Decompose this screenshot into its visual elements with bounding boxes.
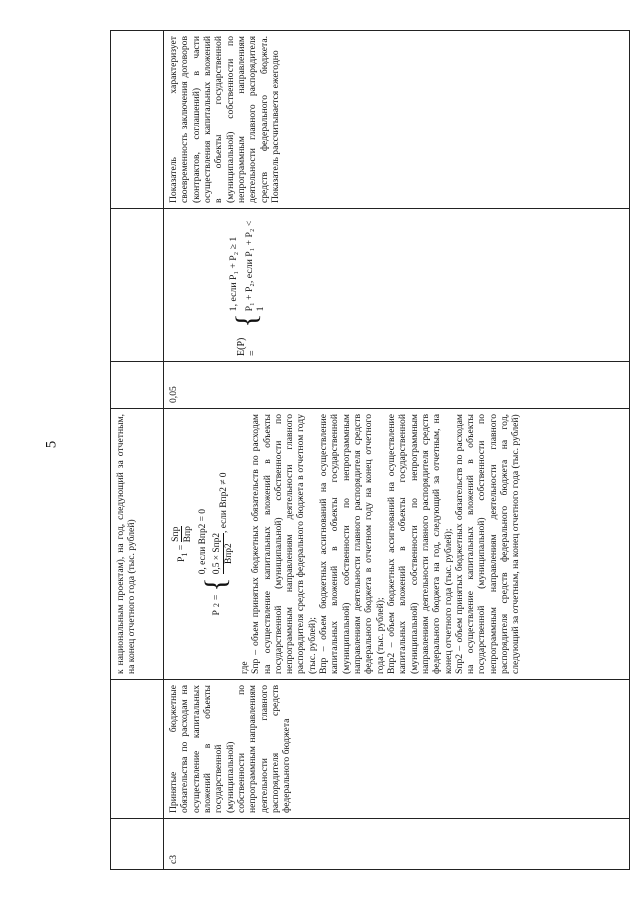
indicator-name: Принятые бюджетные обязательства по расходам на осуществление капитальных вложений в объекты государственной (муниципальной) собственности по непрограммным направлениям деятельности главного распорядителя средств федерального бюджета <box>164 680 630 819</box>
indicator-formula <box>164 409 630 680</box>
formula-p2: P 2 = { 0, если Впр2 = 0 0,5 × Sпр2 Впр2 , если Впр2 ≠ 0 <box>197 472 234 616</box>
cell-comment-empty <box>111 31 164 209</box>
cell-formula-continuation: к национальным проектам), на год, следующий за отчетным, на конец отчетного года (тыс. рублей) <box>111 409 164 680</box>
formula-where: где <box>238 661 250 674</box>
formula-p1-fraction: Sпр Впр <box>170 526 194 543</box>
indicator-weight: 0,05 <box>164 362 630 409</box>
indicator-table <box>110 30 630 870</box>
definition-vpr2: Впр2 – объем бюджетных ассигнований на осуществление капитальных вложений в объекты государственной (муниципальной) собственности по непрограммным направлениям деятельности главного распорядителя средств федерального бюджета на год, следующий за отчетным, на конец отчетного года (тыс. рублей); <box>385 414 454 674</box>
indicator-number: с3 <box>164 819 630 870</box>
rotated-page-content <box>110 30 630 870</box>
page-number: 5 <box>43 440 60 449</box>
left-brace: { <box>199 577 233 592</box>
table-row-c3 <box>164 31 630 870</box>
indicator-comment: Показатель характеризует своевременность заключения договоров (контрактов, соглашений) в части осуществления капитальных вложений в объекты государственной (муниципальной) собственности по непрограммным направлениям деятельности главного распорядителя средств федерального бюджета. Показатель рассчитывается ежегодно <box>164 31 630 209</box>
formula-p1: $P_1$ = Sпр Впр <box>170 526 194 562</box>
definition-vpr: Впр – объем бюджетных ассигнований на осуществление капитальных вложений в объекты государственной (муниципальной) собственности по непрограммным направлениям деятельности главного распорядителя средств федерального бюджета в отчетном году на конец отчетного года (тыс. рублей); <box>318 414 386 674</box>
formula-p2-cases: 0, если Впр2 = 0 0,5 × Sпр2 Впр2 , если Впр2 ≠ 0 <box>197 472 234 575</box>
indicator-evaluation <box>164 209 630 362</box>
cell-number-empty <box>111 819 164 870</box>
table-row-continuation <box>111 31 164 870</box>
cell-value-empty <box>111 209 164 362</box>
cell-weight-empty <box>111 362 164 409</box>
evaluation-formula: E(P) = { 1, если P₁ + P₂ ≥ 1 P₁ + P₂, если P₁ + P₂ < 1 <box>228 220 267 356</box>
cell-name-empty <box>111 680 164 819</box>
left-brace: { <box>230 313 264 328</box>
definition-spr2: Sпр2 – объем принятых бюджетных обязательств по расходам на осуществление капитальных вложений в объекты государственной (муниципальной) собственности по непрограммным направлениям деятельности главного распорядителя средств федерального бюджета на год, следующий за отчетным, на конец отчетного года (тыс. рублей) <box>453 414 522 674</box>
definition-spr: Sпр – объем принятых бюджетных обязательств по расходам на осуществление капитальных вложений в объекты государственной (муниципальной) собственности по непрограммным направлениям деятельности главного распорядителя средств федерального бюджета в отчетном году (тыс. рублей); <box>250 414 318 674</box>
